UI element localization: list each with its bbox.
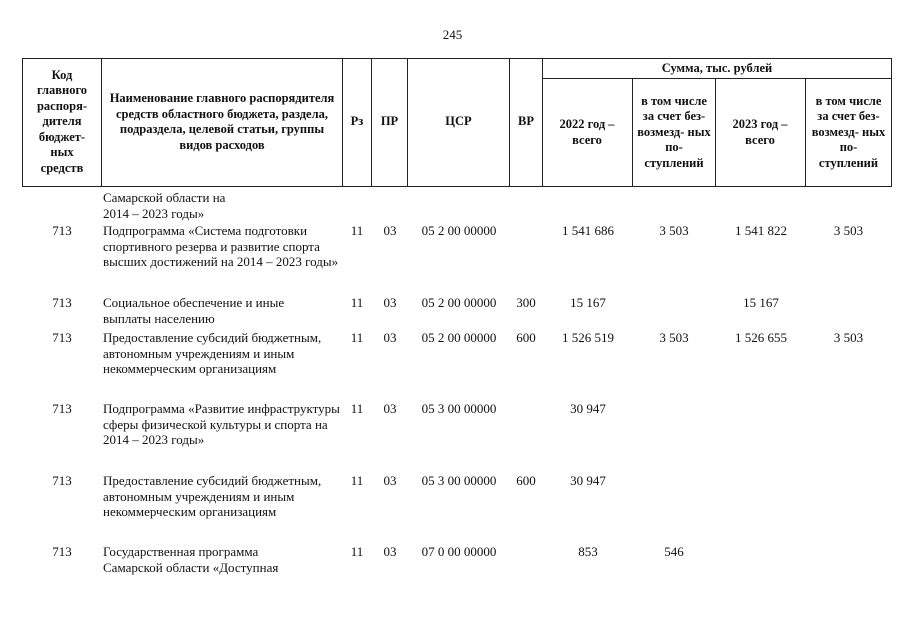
cell-pr: 03 <box>383 473 397 488</box>
cell-vr: 600 <box>516 473 536 488</box>
cell-pr: 03 <box>383 295 397 310</box>
header-rz: Рз <box>350 114 364 129</box>
cell-rz: 11 <box>350 544 364 559</box>
cell-vr: 600 <box>516 330 536 345</box>
header-2023-free: в том числе за счет без- возмезд- ных по- ступлений <box>811 93 886 170</box>
col-divider-2023 <box>805 78 806 187</box>
header-sum-group: Сумма, тыс. рублей <box>661 60 773 75</box>
cell-vr: 300 <box>516 295 536 310</box>
cell-name: Подпрограмма «Развитие инфраструктуры сферы физической культуры и спорта на 2014 – 2023 годы» <box>103 401 340 447</box>
cell-name: Государственная программа Самарской области «Доступная <box>103 544 279 575</box>
cell-rz: 11 <box>350 223 364 238</box>
cell-2022: 853 <box>578 544 598 559</box>
header-2023-total: 2023 год – всего <box>732 117 788 147</box>
header-2022-total: 2022 год – всего <box>559 117 615 147</box>
cell-rz: 11 <box>350 401 364 416</box>
cell-pr: 03 <box>383 223 397 238</box>
col-divider-code <box>101 58 102 187</box>
cell-pr: 03 <box>383 401 397 416</box>
cell-csr: 05 2 00 00000 <box>421 330 497 345</box>
cell-2022: 1 526 519 <box>562 330 614 345</box>
cell-csr: 05 3 00 00000 <box>421 401 497 416</box>
cell-pr: 03 <box>383 544 397 559</box>
cell-2023: 1 541 822 <box>735 223 787 238</box>
cell-rz: 11 <box>350 295 364 310</box>
cell-csr: 05 3 00 00000 <box>421 473 497 488</box>
page-number: 245 <box>442 27 463 42</box>
cell-2022: 30 947 <box>570 473 606 488</box>
header-vr: ВР <box>518 114 534 129</box>
col-divider-2022 <box>632 78 633 187</box>
cell-code: 713 <box>52 330 72 345</box>
cell-csr: 05 2 00 00000 <box>421 295 497 310</box>
header-name: Наименование главного распорядителя средств областного бюджета, раздела, подраздела, целевой статьи, группы видов расходов <box>109 91 335 152</box>
cell-code: 713 <box>52 295 72 310</box>
cell-csr: 07 0 00 00000 <box>421 544 497 559</box>
cell-code: 713 <box>52 544 72 559</box>
col-divider-left <box>22 58 23 187</box>
continuation-text: Самарской области на 2014 – 2023 годы» <box>103 190 226 221</box>
header-code: Код главного распоря- дителя бюджет- ных средств <box>36 67 88 175</box>
cell-csr: 05 2 00 00000 <box>421 223 497 238</box>
col-divider-right <box>891 58 892 187</box>
cell-2022: 15 167 <box>570 295 606 310</box>
cell-rz: 11 <box>350 473 364 488</box>
cell-code: 713 <box>52 473 72 488</box>
cell-name: Предоставление субсидий бюджетным, автономным учреждениям и иным некоммерческим организациям <box>103 473 322 519</box>
header-2022-free: в том числе за счет без- возмезд- ных по- ступлений <box>637 93 711 170</box>
cell-2022: 30 947 <box>570 401 606 416</box>
cell-2023-free: 3 503 <box>833 330 864 345</box>
cell-2023: 15 167 <box>743 295 779 310</box>
cell-rz: 11 <box>350 330 364 345</box>
cell-2022-free: 3 503 <box>659 330 689 345</box>
cell-2022-free: 3 503 <box>659 223 689 238</box>
col-divider-2022-free <box>715 78 716 187</box>
header-csr: ЦСР <box>445 114 472 129</box>
cell-2022: 1 541 686 <box>562 223 614 238</box>
cell-name: Предоставление субсидий бюджетным, автономным учреждениям и иным некоммерческим организациям <box>103 330 322 376</box>
cell-2023: 1 526 655 <box>735 330 787 345</box>
cell-code: 713 <box>52 401 72 416</box>
cell-name: Социальное обеспечение и иные выплаты населению <box>103 295 285 326</box>
cell-2022-free: 546 <box>664 544 684 559</box>
cell-2023-free: 3 503 <box>833 223 864 238</box>
cell-pr: 03 <box>383 330 397 345</box>
header-bottom-border <box>22 186 892 187</box>
cell-code: 713 <box>52 223 72 238</box>
cell-name: Подпрограмма «Система подготовки спортивного резерва и развитие спорта высших достижений на 2014 – 2023 годы» <box>103 223 339 269</box>
header-pr: ПР <box>380 114 399 129</box>
